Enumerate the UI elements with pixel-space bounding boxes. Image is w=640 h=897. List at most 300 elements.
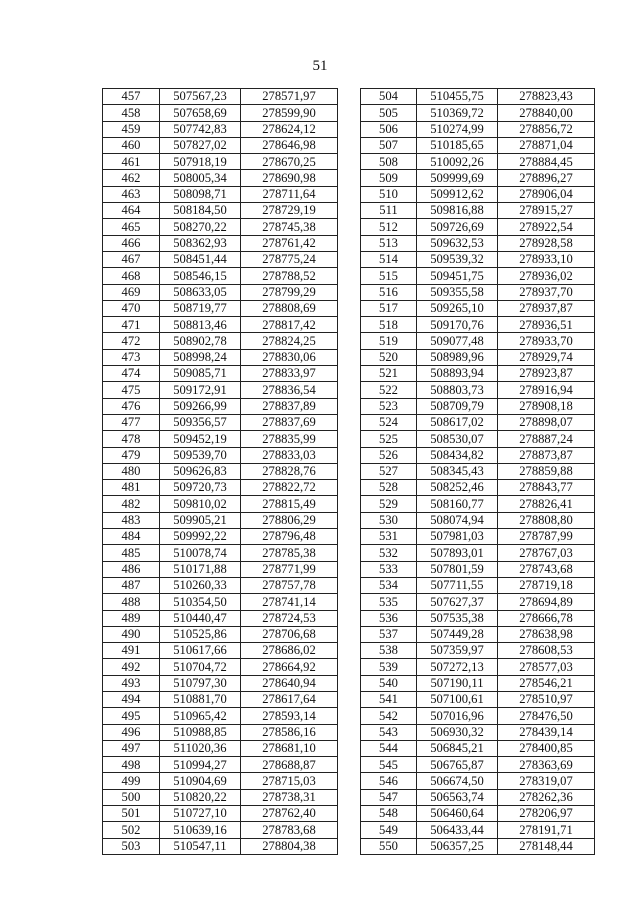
table-row [103,740,338,756]
x-coordinate-cell: 510440,47 [160,610,241,626]
point-number-cell: 458 [103,105,160,121]
point-number-cell: 550 [361,838,417,854]
point-number-cell: 461 [103,154,160,170]
x-coordinate-cell: 508160,77 [417,496,498,512]
x-coordinate-cell: 510185,65 [417,137,498,153]
x-coordinate-cell: 508362,93 [160,235,241,251]
table-row [361,577,595,593]
table-row [361,317,595,333]
y-coordinate-cell: 278206,97 [498,806,595,822]
table-row [103,512,338,528]
table-row [103,594,338,610]
table-row [103,333,338,349]
table-row [361,708,595,724]
x-coordinate-cell: 507918,19 [160,154,241,170]
table-row [361,284,595,300]
point-number-cell: 529 [361,496,417,512]
point-number-cell: 499 [103,773,160,789]
point-number-cell: 510 [361,186,417,202]
point-number-cell: 541 [361,691,417,707]
y-coordinate-cell: 278646,98 [241,137,338,153]
x-coordinate-cell: 506357,25 [417,838,498,854]
table-row [103,626,338,642]
table-row [361,333,595,349]
y-coordinate-cell: 278599,90 [241,105,338,121]
y-coordinate-cell: 278830,06 [241,349,338,365]
table-row [361,757,595,773]
y-coordinate-cell: 278933,10 [498,251,595,267]
x-coordinate-cell: 510881,70 [160,691,241,707]
table-row [361,773,595,789]
y-coordinate-cell: 278617,64 [241,691,338,707]
table-row [361,740,595,756]
point-number-cell: 476 [103,398,160,414]
y-coordinate-cell: 278670,25 [241,154,338,170]
table-row [103,89,338,105]
x-coordinate-cell: 509810,02 [160,496,241,512]
y-coordinate-cell: 278936,51 [498,317,595,333]
y-coordinate-cell: 278837,69 [241,414,338,430]
table-row [361,235,595,251]
point-number-cell: 490 [103,626,160,642]
point-number-cell: 492 [103,659,160,675]
y-coordinate-cell: 278933,70 [498,333,595,349]
table-row [361,219,595,235]
x-coordinate-cell: 509816,88 [417,203,498,219]
y-coordinate-cell: 278586,16 [241,724,338,740]
y-coordinate-cell: 278923,87 [498,366,595,382]
point-number-cell: 485 [103,545,160,561]
x-coordinate-cell: 509356,57 [160,414,241,430]
point-number-cell: 542 [361,708,417,724]
x-coordinate-cell: 508270,22 [160,219,241,235]
y-coordinate-cell: 278711,64 [241,186,338,202]
y-coordinate-cell: 278817,42 [241,317,338,333]
point-number-cell: 462 [103,170,160,186]
point-number-cell: 467 [103,251,160,267]
x-coordinate-cell: 508989,96 [417,349,498,365]
x-coordinate-cell: 506674,50 [417,773,498,789]
y-coordinate-cell: 278916,94 [498,382,595,398]
point-number-cell: 472 [103,333,160,349]
table-row [361,105,595,121]
point-number-cell: 479 [103,447,160,463]
point-number-cell: 511 [361,203,417,219]
table-row [103,691,338,707]
y-coordinate-cell: 278762,40 [241,806,338,822]
table-row [103,317,338,333]
table-row [361,170,595,186]
table-row [361,643,595,659]
x-coordinate-cell: 508709,79 [417,398,498,414]
x-coordinate-cell: 509539,32 [417,251,498,267]
point-number-cell: 486 [103,561,160,577]
point-number-cell: 484 [103,529,160,545]
point-number-cell: 468 [103,268,160,284]
x-coordinate-cell: 509265,10 [417,300,498,316]
table-row [103,203,338,219]
coordinates-table-right [360,88,595,855]
x-coordinate-cell: 508893,94 [417,366,498,382]
x-coordinate-cell: 510965,42 [160,708,241,724]
x-coordinate-cell: 508434,82 [417,447,498,463]
x-coordinate-cell: 510078,74 [160,545,241,561]
point-number-cell: 547 [361,789,417,805]
point-number-cell: 509 [361,170,417,186]
y-coordinate-cell: 278788,52 [241,268,338,284]
point-number-cell: 500 [103,789,160,805]
table-row [361,349,595,365]
table-row [103,463,338,479]
y-coordinate-cell: 278400,85 [498,740,595,756]
point-number-cell: 507 [361,137,417,153]
y-coordinate-cell: 278571,97 [241,89,338,105]
x-coordinate-cell: 510988,85 [160,724,241,740]
x-coordinate-cell: 508633,05 [160,284,241,300]
table-row [103,300,338,316]
point-number-cell: 538 [361,643,417,659]
y-coordinate-cell: 278887,24 [498,431,595,447]
y-coordinate-cell: 278815,49 [241,496,338,512]
y-coordinate-cell: 278884,45 [498,154,595,170]
table-row [361,626,595,642]
x-coordinate-cell: 506845,21 [417,740,498,756]
point-number-cell: 513 [361,235,417,251]
table-row [103,496,338,512]
table-row [361,496,595,512]
table-row [361,382,595,398]
x-coordinate-cell: 510797,30 [160,675,241,691]
y-coordinate-cell: 278690,98 [241,170,338,186]
table-row [361,300,595,316]
point-number-cell: 475 [103,382,160,398]
x-coordinate-cell: 508451,44 [160,251,241,267]
point-number-cell: 522 [361,382,417,398]
y-coordinate-cell: 278363,69 [498,757,595,773]
y-coordinate-cell: 278808,69 [241,300,338,316]
point-number-cell: 466 [103,235,160,251]
y-coordinate-cell: 278804,38 [241,838,338,854]
x-coordinate-cell: 510904,69 [160,773,241,789]
point-number-cell: 533 [361,561,417,577]
y-coordinate-cell: 278806,29 [241,512,338,528]
y-coordinate-cell: 278822,72 [241,480,338,496]
table-row [361,610,595,626]
table-row [103,186,338,202]
x-coordinate-cell: 507658,69 [160,105,241,121]
y-coordinate-cell: 278681,10 [241,740,338,756]
point-number-cell: 543 [361,724,417,740]
point-number-cell: 521 [361,366,417,382]
table-row [361,447,595,463]
table-row [361,121,595,137]
x-coordinate-cell: 510354,50 [160,594,241,610]
point-number-cell: 523 [361,398,417,414]
point-number-cell: 502 [103,822,160,838]
x-coordinate-cell: 510369,72 [417,105,498,121]
table-row [361,414,595,430]
y-coordinate-cell: 278898,07 [498,414,595,430]
table-row [361,594,595,610]
x-coordinate-cell: 508184,50 [160,203,241,219]
y-coordinate-cell: 278476,50 [498,708,595,724]
table-row [103,610,338,626]
y-coordinate-cell: 278771,99 [241,561,338,577]
table-row [103,349,338,365]
x-coordinate-cell: 508998,24 [160,349,241,365]
x-coordinate-cell: 510260,33 [160,577,241,593]
table-row [361,137,595,153]
point-number-cell: 483 [103,512,160,528]
y-coordinate-cell: 278745,38 [241,219,338,235]
y-coordinate-cell: 278510,97 [498,691,595,707]
table-row [103,284,338,300]
x-coordinate-cell: 510171,88 [160,561,241,577]
point-number-cell: 530 [361,512,417,528]
point-number-cell: 514 [361,251,417,267]
point-number-cell: 544 [361,740,417,756]
point-number-cell: 535 [361,594,417,610]
x-coordinate-cell: 509539,70 [160,447,241,463]
point-number-cell: 489 [103,610,160,626]
table-row [361,806,595,822]
y-coordinate-cell: 278724,53 [241,610,338,626]
x-coordinate-cell: 510092,26 [417,154,498,170]
y-coordinate-cell: 278640,94 [241,675,338,691]
point-number-cell: 518 [361,317,417,333]
point-number-cell: 495 [103,708,160,724]
table-row [103,170,338,186]
point-number-cell: 497 [103,740,160,756]
table-row [103,757,338,773]
point-number-cell: 457 [103,89,160,105]
y-coordinate-cell: 278799,29 [241,284,338,300]
x-coordinate-cell: 510547,11 [160,838,241,854]
point-number-cell: 512 [361,219,417,235]
x-coordinate-cell: 510727,10 [160,806,241,822]
x-coordinate-cell: 508005,34 [160,170,241,186]
point-number-cell: 545 [361,757,417,773]
x-coordinate-cell: 508813,46 [160,317,241,333]
table-row [103,251,338,267]
x-coordinate-cell: 509170,76 [417,317,498,333]
y-coordinate-cell: 278929,74 [498,349,595,365]
y-coordinate-cell: 278757,78 [241,577,338,593]
point-number-cell: 526 [361,447,417,463]
table-row [103,806,338,822]
point-number-cell: 506 [361,121,417,137]
point-number-cell: 528 [361,480,417,496]
y-coordinate-cell: 278688,87 [241,757,338,773]
point-number-cell: 520 [361,349,417,365]
x-coordinate-cell: 510525,86 [160,626,241,642]
y-coordinate-cell: 278836,54 [241,382,338,398]
x-coordinate-cell: 510455,75 [417,89,498,105]
x-coordinate-cell: 508074,94 [417,512,498,528]
y-coordinate-cell: 278823,43 [498,89,595,105]
table-row [361,251,595,267]
x-coordinate-cell: 507711,55 [417,577,498,593]
x-coordinate-cell: 509720,73 [160,480,241,496]
x-coordinate-cell: 510274,99 [417,121,498,137]
point-number-cell: 474 [103,366,160,382]
y-coordinate-cell: 278577,03 [498,659,595,675]
table-row [103,105,338,121]
y-coordinate-cell: 278922,54 [498,219,595,235]
x-coordinate-cell: 509992,22 [160,529,241,545]
x-coordinate-cell: 509172,91 [160,382,241,398]
table-row [103,268,338,284]
point-number-cell: 540 [361,675,417,691]
y-coordinate-cell: 278840,00 [498,105,595,121]
table-row [103,480,338,496]
x-coordinate-cell: 506765,87 [417,757,498,773]
x-coordinate-cell: 510994,27 [160,757,241,773]
point-number-cell: 525 [361,431,417,447]
point-number-cell: 465 [103,219,160,235]
point-number-cell: 487 [103,577,160,593]
point-number-cell: 491 [103,643,160,659]
table-row [361,529,595,545]
table-row [361,512,595,528]
x-coordinate-cell: 509632,53 [417,235,498,251]
x-coordinate-cell: 509726,69 [417,219,498,235]
x-coordinate-cell: 507627,37 [417,594,498,610]
point-number-cell: 460 [103,137,160,153]
table-row [103,773,338,789]
x-coordinate-cell: 507893,01 [417,545,498,561]
x-coordinate-cell: 507981,03 [417,529,498,545]
table-row [361,431,595,447]
x-coordinate-cell: 508719,77 [160,300,241,316]
y-coordinate-cell: 278937,70 [498,284,595,300]
point-number-cell: 501 [103,806,160,822]
point-number-cell: 494 [103,691,160,707]
point-number-cell: 532 [361,545,417,561]
point-number-cell: 477 [103,414,160,430]
y-coordinate-cell: 278785,38 [241,545,338,561]
x-coordinate-cell: 508252,46 [417,480,498,496]
y-coordinate-cell: 278833,03 [241,447,338,463]
table-row [103,154,338,170]
point-number-cell: 539 [361,659,417,675]
table-row [103,675,338,691]
x-coordinate-cell: 507449,28 [417,626,498,642]
y-coordinate-cell: 278624,12 [241,121,338,137]
x-coordinate-cell: 509451,75 [417,268,498,284]
table-row [103,137,338,153]
x-coordinate-cell: 506460,64 [417,806,498,822]
y-coordinate-cell: 278666,78 [498,610,595,626]
y-coordinate-cell: 278775,24 [241,251,338,267]
table-row [361,659,595,675]
y-coordinate-cell: 278826,41 [498,496,595,512]
table-row [103,382,338,398]
table-row [361,724,595,740]
x-coordinate-cell: 509905,21 [160,512,241,528]
y-coordinate-cell: 278828,76 [241,463,338,479]
table-row [361,463,595,479]
table-row [103,121,338,137]
y-coordinate-cell: 278808,80 [498,512,595,528]
table-row [103,414,338,430]
point-number-cell: 493 [103,675,160,691]
y-coordinate-cell: 278148,44 [498,838,595,854]
x-coordinate-cell: 509355,58 [417,284,498,300]
point-number-cell: 464 [103,203,160,219]
x-coordinate-cell: 507359,97 [417,643,498,659]
x-coordinate-cell: 508530,07 [417,431,498,447]
x-coordinate-cell: 506930,32 [417,724,498,740]
table-row [103,235,338,251]
point-number-cell: 488 [103,594,160,610]
table-row [361,789,595,805]
x-coordinate-cell: 511020,36 [160,740,241,756]
x-coordinate-cell: 509077,48 [417,333,498,349]
table-row [103,577,338,593]
point-number-cell: 527 [361,463,417,479]
y-coordinate-cell: 278873,87 [498,447,595,463]
y-coordinate-cell: 278608,53 [498,643,595,659]
y-coordinate-cell: 278937,87 [498,300,595,316]
table-row [103,789,338,805]
x-coordinate-cell: 509999,69 [417,170,498,186]
y-coordinate-cell: 278729,19 [241,203,338,219]
x-coordinate-cell: 508803,73 [417,382,498,398]
x-coordinate-cell: 509912,62 [417,186,498,202]
point-number-cell: 531 [361,529,417,545]
table-row [103,561,338,577]
page-number: 51 [312,58,328,74]
y-coordinate-cell: 278906,04 [498,186,595,202]
y-coordinate-cell: 278743,68 [498,561,595,577]
x-coordinate-cell: 506433,44 [417,822,498,838]
table-row [361,561,595,577]
y-coordinate-cell: 278638,98 [498,626,595,642]
coordinates-table-left [102,88,338,855]
point-number-cell: 516 [361,284,417,300]
x-coordinate-cell: 507016,96 [417,708,498,724]
table-row [361,398,595,414]
point-number-cell: 524 [361,414,417,430]
point-number-cell: 496 [103,724,160,740]
table-row [361,268,595,284]
point-number-cell: 546 [361,773,417,789]
x-coordinate-cell: 509626,83 [160,463,241,479]
y-coordinate-cell: 278928,58 [498,235,595,251]
table-row [103,545,338,561]
table-row [103,659,338,675]
point-number-cell: 548 [361,806,417,822]
table-row [361,480,595,496]
y-coordinate-cell: 278915,27 [498,203,595,219]
y-coordinate-cell: 278664,92 [241,659,338,675]
x-coordinate-cell: 510704,72 [160,659,241,675]
x-coordinate-cell: 509452,19 [160,431,241,447]
point-number-cell: 498 [103,757,160,773]
point-number-cell: 478 [103,431,160,447]
point-number-cell: 480 [103,463,160,479]
table-row [361,838,595,854]
y-coordinate-cell: 278843,77 [498,480,595,496]
y-coordinate-cell: 278767,03 [498,545,595,561]
x-coordinate-cell: 506563,74 [417,789,498,805]
x-coordinate-cell: 507801,59 [417,561,498,577]
y-coordinate-cell: 278686,02 [241,643,338,659]
x-coordinate-cell: 508546,15 [160,268,241,284]
x-coordinate-cell: 508345,43 [417,463,498,479]
y-coordinate-cell: 278856,72 [498,121,595,137]
